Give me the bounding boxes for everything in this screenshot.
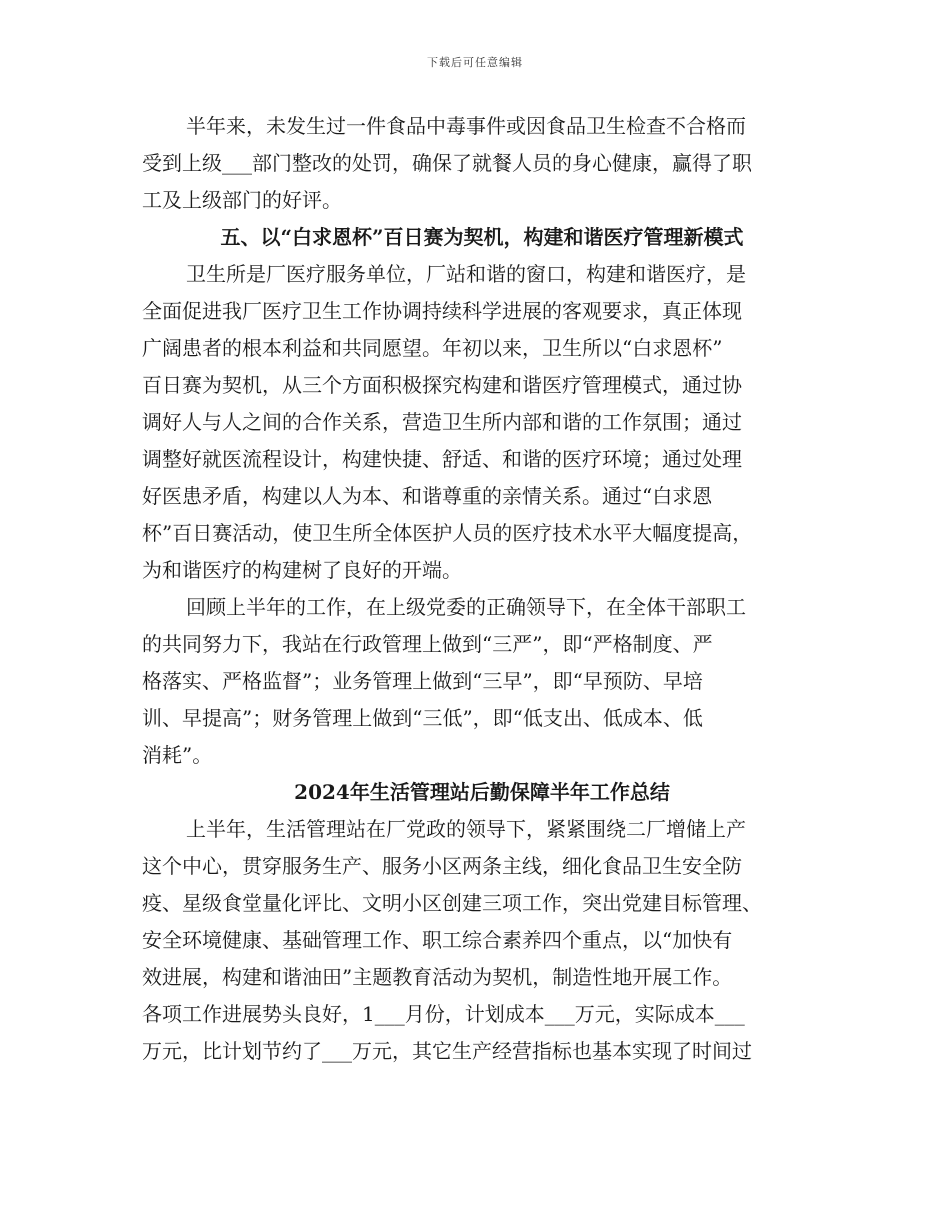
text-line: 半年来，未发生过一件食品中毒事件或因食品卫生检查不合格而 [186, 114, 746, 138]
text-line: 万元，比计划节约了___万元，其它生产经营指标也基本实现了时间过 [142, 1039, 752, 1063]
text-line: 好医患矛盾，构建以人为本、和谐尊重的亲情关系。通过“白求恩 [142, 484, 713, 508]
text-line: 为和谐医疗的构建树了良好的开端。 [142, 558, 462, 582]
text-line: 这个中心，贯穿服务生产、服务小区两条主线，细化食品卫生安全防 [142, 854, 742, 878]
document-body [142, 108, 822, 1070]
text-line: 格落实、严格监督”；业务管理上做到“三早”，即“早预防、早培 [142, 669, 703, 693]
text-line: 疫、星级食堂量化评比、文明小区创建三项工作，突出党建目标管理、 [142, 891, 762, 915]
text-line: 消耗”。 [142, 743, 213, 767]
text-line: 广阔患者的根本利益和共同愿望。年初以来，卫生所以“白求恩杯” [142, 336, 723, 360]
text-line: 的共同努力下，我站在行政管理上做到“三严”，即“严格制度、严 [142, 632, 713, 656]
text-line: 全面促进我厂医疗卫生工作协调持续科学进展的客观要求，真正体现 [142, 299, 742, 323]
text-line: 安全环境健康、基础管理工作、职工综合素养四个重点，以“加快有 [142, 928, 733, 952]
text-line: 效进展，构建和谐油田”主题教育活动为契机，制造性地开展工作。 [142, 965, 733, 989]
text-line: 受到上级___部门整改的处罚，确保了就餐人员的身心健康，赢得了职 [142, 151, 752, 175]
page-header: 下载后可任意编辑 [427, 56, 523, 69]
text-line: 卫生所是厂医疗服务单位，厂站和谐的窗口，构建和谐医疗，是 [186, 262, 746, 286]
text-line: 调好人与人之间的合作关系，营造卫生所内部和谐的工作氛围；通过 [142, 410, 742, 434]
text-line: 工及上级部门的好评。 [142, 188, 342, 212]
text-line: 上半年，生活管理站在厂党政的领导下，紧紧围绕二厂增储上产 [186, 817, 746, 841]
text-line: 杯”百日赛活动，使卫生所全体医护人员的医疗技术水平大幅度提高， [142, 521, 753, 545]
text-line: 百日赛为契机，从三个方面积极探究构建和谐医疗管理模式，通过协 [142, 373, 742, 397]
text-line: 各项工作进展势头良好，1___月份，计划成本___万元，实际成本___ [142, 1002, 745, 1026]
text-line: 训、早提高”；财务管理上做到“三低”，即“低支出、低成本、低 [142, 706, 703, 730]
text-line: 回顾上半年的工作，在上级党委的正确领导下，在全体干部职工 [186, 595, 746, 619]
text-line: 调整好就医流程设计，构建快捷、舒适、和谐的医疗环境；通过处理 [142, 447, 742, 471]
section-heading: 五、以“白求恩杯”百日赛为契机，构建和谐医疗管理新模式 [220, 225, 744, 249]
section-heading: 2024年生活管理站后勤保障半年工作总结 [294, 780, 670, 804]
